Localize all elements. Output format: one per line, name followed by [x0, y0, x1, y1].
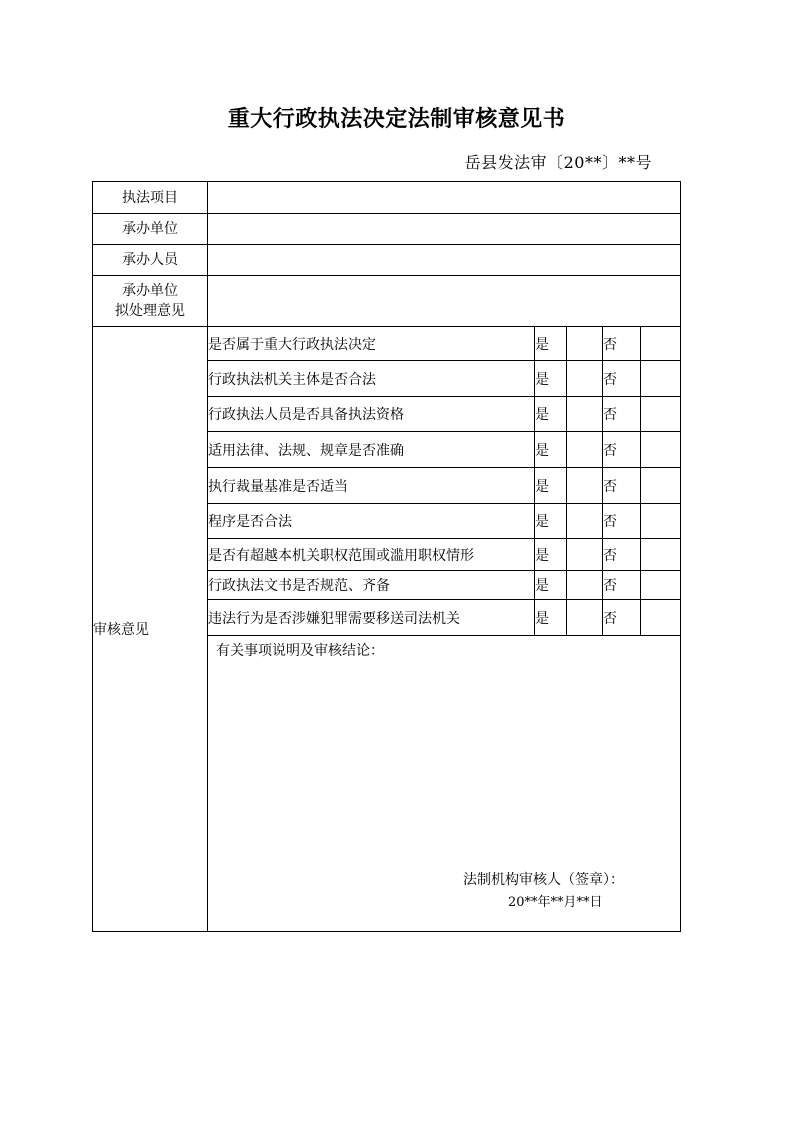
yes-checkbox-cell[interactable] — [567, 432, 603, 468]
yes-label: 是 — [535, 361, 567, 397]
project-value-cell[interactable] — [208, 182, 681, 214]
review-item-text: 行政执法机关主体是否合法 — [208, 361, 535, 397]
document-title: 重大行政执法决定法制审核意见书 — [227, 107, 566, 132]
row-unit — [93, 214, 681, 245]
unit-label: 承办单位 — [93, 214, 208, 245]
yes-label: 是 — [535, 432, 567, 468]
notes-heading: 有关事项说明及审核结论： — [216, 643, 384, 659]
review-item-text: 行政执法文书是否规范、齐备 — [208, 571, 535, 600]
unit-value-cell[interactable] — [208, 214, 681, 245]
yes-checkbox-cell[interactable] — [567, 600, 603, 636]
document-number: 岳县发法审〔20**〕**号 — [464, 153, 652, 172]
no-checkbox-cell[interactable] — [641, 361, 681, 397]
review-item-text: 违法行为是否涉嫌犯罪需要移送司法机关 — [208, 600, 535, 636]
no-checkbox-cell[interactable] — [641, 327, 681, 361]
no-checkbox-cell[interactable] — [641, 397, 681, 432]
review-item-text: 是否属于重大行政执法决定 — [208, 327, 535, 361]
yes-checkbox-cell[interactable] — [567, 361, 603, 397]
yes-label: 是 — [535, 571, 567, 600]
yes-checkbox-cell[interactable] — [567, 397, 603, 432]
yes-label: 是 — [535, 539, 567, 571]
no-checkbox-cell[interactable] — [641, 539, 681, 571]
yes-label: 是 — [535, 397, 567, 432]
row-person — [93, 245, 681, 276]
opinion-label — [93, 276, 208, 327]
no-label: 否 — [603, 600, 641, 636]
yes-label: 是 — [535, 468, 567, 504]
yes-checkbox-cell[interactable] — [567, 327, 603, 361]
no-label: 否 — [603, 539, 641, 571]
no-checkbox-cell[interactable] — [641, 432, 681, 468]
yes-label: 是 — [535, 600, 567, 636]
yes-checkbox-cell[interactable] — [567, 504, 603, 539]
review-notes-cell[interactable] — [208, 636, 681, 932]
opinion-value-cell[interactable] — [208, 276, 681, 327]
review-item-text: 执行裁量基准是否适当 — [208, 468, 535, 504]
review-item-text: 程序是否合法 — [208, 504, 535, 539]
no-checkbox-cell[interactable] — [641, 504, 681, 539]
review-row — [93, 327, 681, 361]
person-label: 承办人员 — [93, 245, 208, 276]
row-project — [93, 182, 681, 214]
opinion-label-line2: 拟处理意见 — [115, 303, 185, 319]
no-label: 否 — [603, 571, 641, 600]
review-notes-area — [208, 636, 680, 931]
review-label: 审核意见 — [93, 327, 208, 932]
review-date: 20**年**月**日 — [508, 895, 603, 910]
yes-label: 是 — [535, 327, 567, 361]
no-label: 否 — [603, 361, 641, 397]
yes-checkbox-cell[interactable] — [567, 539, 603, 571]
row-opinion — [93, 276, 681, 327]
no-label: 否 — [603, 327, 641, 361]
review-item-text: 是否有超越本机关职权范围或滥用职权情形 — [208, 539, 535, 571]
no-checkbox-cell[interactable] — [641, 468, 681, 504]
no-label: 否 — [603, 468, 641, 504]
review-item-text: 行政执法人员是否具备执法资格 — [208, 397, 535, 432]
yes-checkbox-cell[interactable] — [567, 468, 603, 504]
no-label: 否 — [603, 504, 641, 539]
review-form-table — [92, 181, 681, 932]
yes-label: 是 — [535, 504, 567, 539]
person-value-cell[interactable] — [208, 245, 681, 276]
no-checkbox-cell[interactable] — [641, 571, 681, 600]
no-label: 否 — [603, 397, 641, 432]
project-label: 执法项目 — [93, 182, 208, 214]
no-label: 否 — [603, 432, 641, 468]
yes-checkbox-cell[interactable] — [567, 571, 603, 600]
opinion-label-line1: 承办单位 — [122, 283, 178, 299]
reviewer-signature-label: 法制机构审核人（签章）： — [463, 872, 624, 888]
no-checkbox-cell[interactable] — [641, 600, 681, 636]
review-item-text: 适用法律、法规、规章是否准确 — [208, 432, 535, 468]
